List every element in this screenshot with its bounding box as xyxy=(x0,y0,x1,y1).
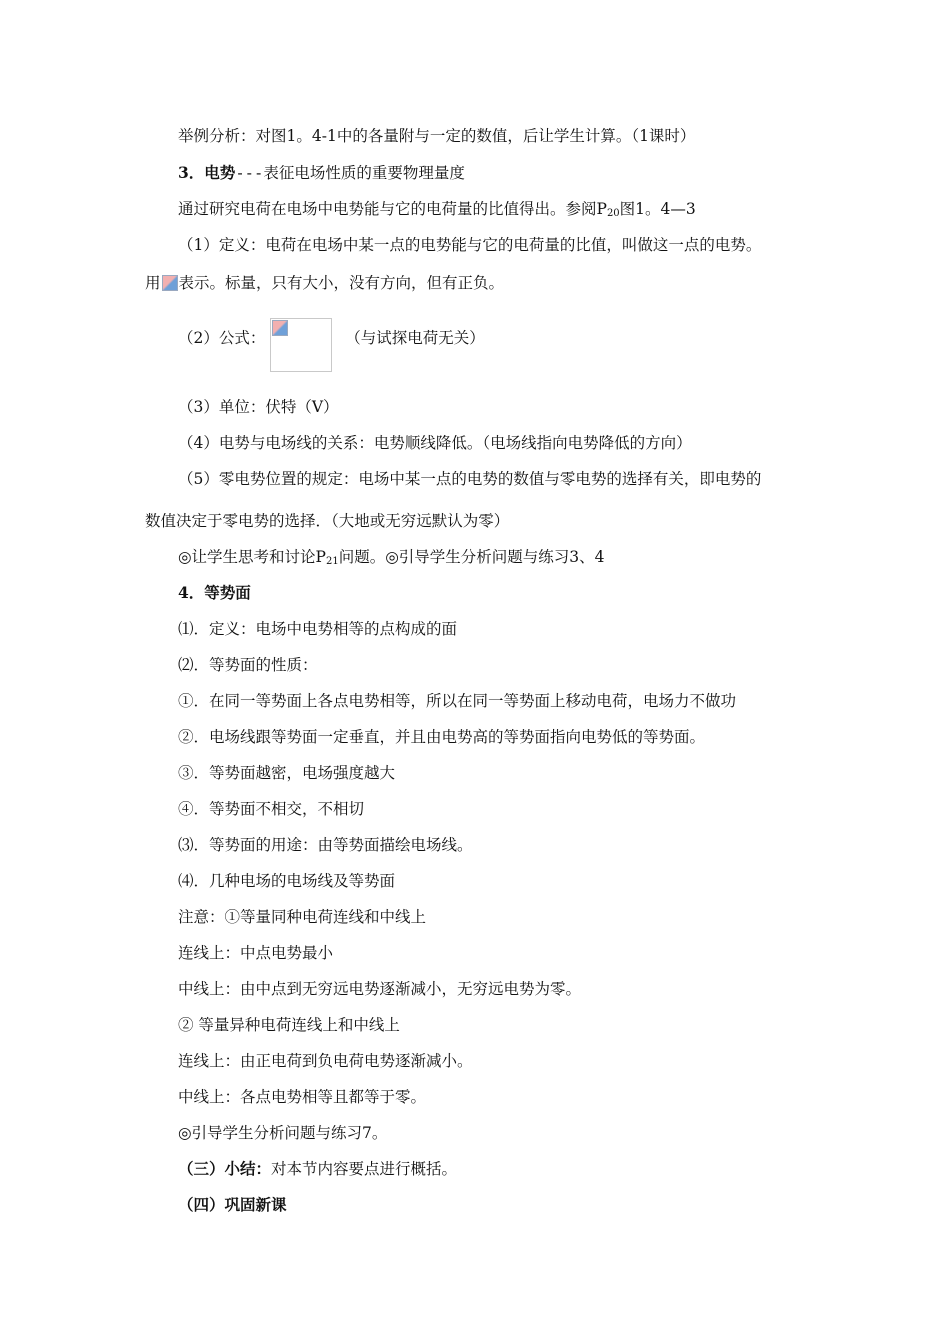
page-subscript: 21 xyxy=(325,556,339,567)
text-line-exercise: ◎引导学生分析问题与练习7。 xyxy=(178,1124,388,1142)
heading-description: 表征电场性质的重要物理量度 xyxy=(263,164,465,182)
text-line-symbol xyxy=(145,273,504,293)
text-line-field-types: ⑷．几种电场的电场线及等势面 xyxy=(178,872,396,890)
text-segment: （与试探电荷无关） xyxy=(345,329,485,347)
text-segment: 表示。标量，只有大小，没有方向，但有正负。 xyxy=(178,274,505,292)
summary-text: 对本节内容要点进行概括。 xyxy=(271,1160,458,1178)
text-line-connecting-line-2: 连线上：由正电荷到负电荷电势逐渐减小。 xyxy=(178,1052,473,1070)
text-line-summary xyxy=(178,1159,457,1179)
text-line-property-2: ②．电场线跟等势面一定垂直，并且由电势高的等势面指向电势低的等势面。 xyxy=(178,728,706,746)
text-line-midline-1: 中线上：由中点到无穷远电势逐渐减小，无穷远电势为零。 xyxy=(178,980,582,998)
text-line-definition: （1）定义：电荷在电场中某一点的电势能与它的电荷量的比值，叫做这一点的电势。 xyxy=(178,236,762,254)
text-line-zero-potential: （5）零电势位置的规定：电场中某一点的电势的数值与零电势的选择有关，即电势的 xyxy=(178,470,762,488)
text-segment: （2）公式： xyxy=(178,329,266,347)
text-line-derivation xyxy=(178,199,696,219)
heading-equipotential: 4．等势面 xyxy=(178,583,251,602)
text-line-property-4: ④．等势面不相交，不相切 xyxy=(178,800,365,818)
text-line-eq-properties: ⑵．等势面的性质： xyxy=(178,656,318,674)
text-segment: 问题。◎引导学生分析问题与练习3、4 xyxy=(338,548,605,566)
formula-image-frame xyxy=(270,318,332,372)
heading-consolidate: （四）巩固新课 xyxy=(178,1195,287,1214)
text-line-property-3: ③．等势面越密，电场强度越大 xyxy=(178,764,396,782)
broken-image-icon xyxy=(272,320,288,336)
text-segment: 图1。4—3 xyxy=(619,200,696,218)
text-line-zero-potential-cont: 数值决定于零电势的选择．（大地或无穷远默认为零） xyxy=(145,512,510,530)
text-line-unit: （3）单位：伏特（V） xyxy=(178,398,339,416)
text-line-eq-definition: ⑴．定义：电场中电势相等的点构成的面 xyxy=(178,620,458,638)
text-line-note: 注意：①等量同种电荷连线和中线上 xyxy=(178,908,427,926)
heading-number: 3． xyxy=(178,163,205,182)
heading-potential xyxy=(178,163,465,183)
text-line-relation: （4）电势与电场线的关系：电势顺线降低。（电场线指向电势降低的方向） xyxy=(178,434,692,452)
text-segment: ◎让学生思考和讨论P xyxy=(178,548,326,566)
text-segment: 用 xyxy=(145,274,161,292)
text-line-connecting-line-1: 连线上：中点电势最小 xyxy=(178,944,334,962)
text-line-eq-usage: ⑶．等势面的用途：由等势面描绘电场线。 xyxy=(178,836,473,854)
text-line-discussion xyxy=(178,547,604,567)
broken-image-icon xyxy=(162,275,178,291)
summary-heading: （三）小结： xyxy=(178,1159,272,1178)
heading-dash: --- xyxy=(235,164,264,182)
text-line-example-analysis: 举例分析：对图1。4-1中的各量附与一定的数值，后让学生计算。（1课时） xyxy=(178,127,696,145)
heading-bold-text: 电势 xyxy=(204,163,236,182)
text-line-opposite-charges: ② 等量异种电荷连线上和中线上 xyxy=(178,1016,400,1034)
page-subscript: 20 xyxy=(606,208,620,219)
text-segment: 通过研究电荷在电场中电势能与它的电荷量的比值得出。参阅P xyxy=(178,200,607,218)
text-line-property-1: ①．在同一等势面上各点电势相等，所以在同一等势面上移动电荷，电场力不做功 xyxy=(178,692,737,710)
text-line-midline-2: 中线上：各点电势相等且都等于零。 xyxy=(178,1088,427,1106)
